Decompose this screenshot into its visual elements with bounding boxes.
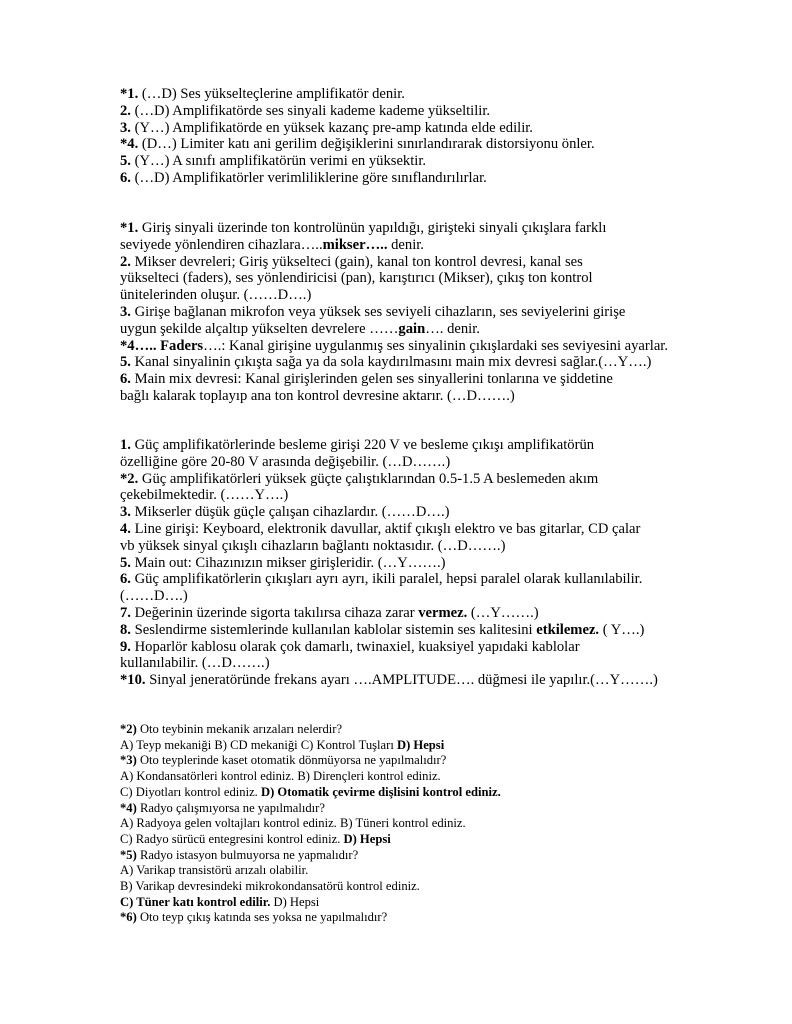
bold-text: 6.	[120, 169, 131, 186]
bold-text: *2.	[120, 470, 139, 487]
text-line	[120, 437, 658, 454]
text-run: (…D) Amplifikatörde ses sinyali kademe kademe yükseltilir.	[130, 102, 491, 119]
bold-text: 3.	[120, 504, 131, 521]
text-line	[120, 521, 658, 538]
text-run: yükselteci (faders), ses yönlendiricisi (pan), karıştırıcı (Mikser), çıkış ton kontrol	[120, 270, 593, 287]
text-line	[120, 371, 668, 388]
text-run: (…D) Amplifikatörler verimliliklerine göre sınıflandırılırlar.	[130, 169, 487, 186]
text-line	[120, 120, 595, 137]
text-run: ( Y….)	[599, 621, 645, 638]
text-run: (Y…) Amplifikatörde en yüksek kazanç pre-amp katında elde edilir.	[130, 119, 533, 136]
text-line	[120, 487, 658, 504]
section-true-false-amplifiers	[120, 86, 595, 187]
bold-text: *1.	[120, 86, 139, 102]
text-line	[120, 321, 668, 338]
text-run: Main mix devresi: Kanal girişlerinden gelen ses sinyallerini tonlarına ve şiddetine	[130, 371, 613, 388]
text-line	[120, 785, 501, 801]
bold-text: C) Tüner katı kontrol edilir.	[120, 894, 271, 909]
text-run: bağlı kalarak toplayıp ana ton kontrol devresine aktarır. (…D…….)	[120, 387, 515, 404]
text-run: A) Varikap transistörü arızalı olabilir.	[120, 863, 309, 878]
text-run: C) Diyotları kontrol ediniz.	[120, 784, 261, 799]
bold-text: etkilemez.	[536, 621, 600, 638]
text-run: Kanal sinyalinin çıkışta sağa ya da sola kaydırılmasını main mix devresi sağlar.(…Y….)	[130, 354, 652, 371]
bold-text: mikser…..	[322, 236, 388, 253]
text-line	[120, 655, 658, 672]
text-line	[120, 848, 501, 864]
text-run: (…Y…….)	[467, 604, 539, 621]
text-line	[120, 722, 501, 738]
text-run: A) Radyoya gelen voltajları kontrol ediniz. B) Tüneri kontrol ediniz.	[120, 816, 466, 831]
text-run: Oto teyplerinde kaset otomatik dönmüyorsa ne yapılmalıdır?	[136, 753, 447, 768]
bold-text: *4)	[120, 800, 137, 815]
text-line	[120, 170, 595, 187]
text-line	[120, 287, 668, 304]
text-line	[120, 304, 668, 321]
text-run: Radyo istasyon bulmuyorsa ne yapmalıdır?	[136, 847, 359, 862]
text-run: (D…) Limiter katı ani gerilim değişiklerini sınırlandırarak distorsiyonu önler.	[138, 136, 595, 153]
bold-text: 6.	[120, 571, 131, 588]
text-line	[120, 454, 658, 471]
text-line	[120, 354, 668, 371]
bold-text: gain	[398, 320, 426, 337]
bold-text: 8.	[120, 621, 131, 638]
text-run: Güç amplifikatörlerinde besleme girişi 220 V ve besleme çıkışı amplifikatörün	[130, 437, 595, 453]
text-line	[120, 538, 658, 555]
bold-text: 5.	[120, 354, 131, 371]
bold-text: 5.	[120, 153, 131, 170]
text-line	[120, 86, 595, 103]
text-run: Oto teybinin mekanik arızaları nelerdir?	[136, 722, 343, 736]
text-run: Giriş sinyali üzerinde ton kontrolünün yapıldığı, girişteki sinyali çıkışlara farklı	[138, 220, 607, 236]
bold-text: 6.	[120, 371, 131, 388]
bold-text: D) Otomatik çevirme dişlisini kontrol ediniz.	[260, 784, 501, 799]
text-run: D) Hepsi	[270, 894, 320, 909]
text-line	[120, 910, 501, 926]
text-run: Değerinin üzerinde sigorta takılırsa cihaza zarar	[130, 604, 419, 621]
bold-text: 9.	[120, 638, 131, 655]
text-run: uygun şekilde alçaltıp yükselten devrelere ……	[120, 320, 399, 337]
text-run: A) Kondansatörleri kontrol ediniz. B) Dirençleri kontrol ediniz.	[120, 769, 441, 784]
text-run: Line girişi: Keyboard, elektronik davullar, aktif çıkışlı elektro ve bas gitarlar, CD çalar	[130, 520, 641, 537]
bold-text: vermez.	[418, 604, 468, 621]
text-run: Güç amplifikatörlerin çıkışları ayrı ayrı, ikili paralel, hepsi paralel olarak kullanılabilir.	[130, 571, 643, 588]
text-run: Main out: Cihazınızın mikser girişleridir. (…Y…….)	[130, 554, 446, 571]
bold-text: *3)	[120, 753, 137, 768]
text-line	[120, 153, 595, 170]
text-run: ünitelerinden oluşur. (……D….)	[120, 287, 312, 304]
text-run: vb yüksek sinyal çıkışlı cihazların bağlantı noktasıdır. (…D…….)	[120, 537, 506, 554]
text-line	[120, 672, 658, 689]
text-line	[120, 895, 501, 911]
section-power-amplifier-true-false	[120, 437, 658, 689]
bold-text: D) Hepsi	[396, 737, 445, 752]
text-line	[120, 270, 668, 287]
bold-text: *4….. Faders	[120, 337, 204, 354]
text-line	[120, 738, 501, 754]
bold-text: *4.	[120, 136, 139, 153]
text-line	[120, 555, 658, 572]
text-run: Oto teyp çıkış katında ses yoksa ne yapılmalıdır?	[136, 910, 388, 925]
bold-text: 1.	[120, 437, 131, 453]
text-line	[120, 254, 668, 271]
text-line	[120, 136, 595, 153]
text-line	[120, 103, 595, 120]
text-run: A) Teyp mekaniği B) CD mekaniği C) Kontrol Tuşları	[120, 737, 397, 752]
bold-text: D) Hepsi	[343, 831, 391, 846]
section-mixer-fill-in	[120, 220, 668, 405]
text-run: kullanılabilir. (…D…….)	[120, 655, 270, 672]
bold-text: *10.	[120, 672, 146, 689]
bold-text: *6)	[120, 910, 137, 925]
text-line	[120, 816, 501, 832]
text-line	[120, 605, 658, 622]
text-line	[120, 237, 668, 254]
text-line	[120, 801, 501, 817]
text-run: Mikserler düşük güçle çalışan cihazlardır. (……D….)	[130, 504, 450, 521]
bold-text: 5.	[120, 554, 131, 571]
text-run: özelliğine göre 20-80 V arasında değişebilir. (…D…….)	[120, 453, 451, 470]
bold-text: 4.	[120, 520, 131, 537]
text-run: Mikser devreleri; Giriş yükselteci (gain), kanal ton kontrol devresi, kanal ses	[130, 253, 583, 270]
bold-text: 2.	[120, 102, 131, 119]
text-line	[120, 588, 658, 605]
bold-text: 7.	[120, 604, 131, 621]
text-run: C) Radyo sürücü entegresini kontrol ediniz.	[120, 831, 344, 846]
bold-text: *1.	[120, 220, 139, 236]
text-run: Radyo çalışmıyorsa ne yapılmalıdır?	[136, 800, 325, 815]
text-line	[120, 769, 501, 785]
bold-text: 3.	[120, 119, 131, 136]
text-run: seviyede yönlendiren cihazlara…..	[120, 236, 323, 253]
section-car-stereo-multiple-choice	[120, 722, 501, 926]
text-run: Sinyal jeneratöründe frekans ayarı ….AMPLITUDE…. düğmesi ile yapılır.(…Y…….)	[145, 672, 658, 689]
text-run: çekebilmektedir. (……Y….)	[120, 487, 289, 504]
text-run: Hoparlör kablosu olarak çok damarlı, twinaxiel, kuaksiyel yapıdaki kablolar	[130, 638, 580, 655]
text-run: denir.	[387, 236, 424, 253]
text-line	[120, 220, 668, 237]
bold-text: *2)	[120, 722, 137, 736]
text-run: Girişe bağlanan mikrofon veya yüksek ses seviyeli cihazların, ses seviyelerini girişe	[130, 303, 626, 320]
text-line	[120, 471, 658, 488]
text-line	[120, 753, 501, 769]
text-run: …. denir.	[425, 320, 480, 337]
text-run: Güç amplifikatörleri yüksek güçte çalıştıklarından 0.5-1.5 A beslemeden akım	[138, 470, 599, 487]
bold-text: 2.	[120, 253, 131, 270]
text-run: Seslendirme sistemlerinde kullanılan kablolar sistemin ses kalitesini	[130, 621, 537, 638]
text-line	[120, 388, 668, 405]
text-line	[120, 571, 658, 588]
text-run: (……D….)	[120, 588, 188, 605]
text-line	[120, 622, 658, 639]
text-line	[120, 504, 658, 521]
text-line	[120, 639, 658, 656]
text-line	[120, 338, 668, 355]
bold-text: *5)	[120, 847, 137, 862]
text-run: B) Varikap devresindeki mikrokondansatörü kontrol ediniz.	[120, 879, 420, 894]
bold-text: 3.	[120, 303, 131, 320]
text-line	[120, 879, 501, 895]
text-run: (…D) Ses yükselteçlerine amplifikatör denir.	[138, 86, 405, 102]
text-run: (Y…) A sınıfı amplifikatörün verimi en yüksektir.	[130, 153, 427, 170]
text-line	[120, 863, 501, 879]
text-run: ….: Kanal girişine uygulanmış ses sinyalinin çıkışlardaki ses seviyesini ayarlar.	[203, 337, 668, 354]
text-line	[120, 832, 501, 848]
